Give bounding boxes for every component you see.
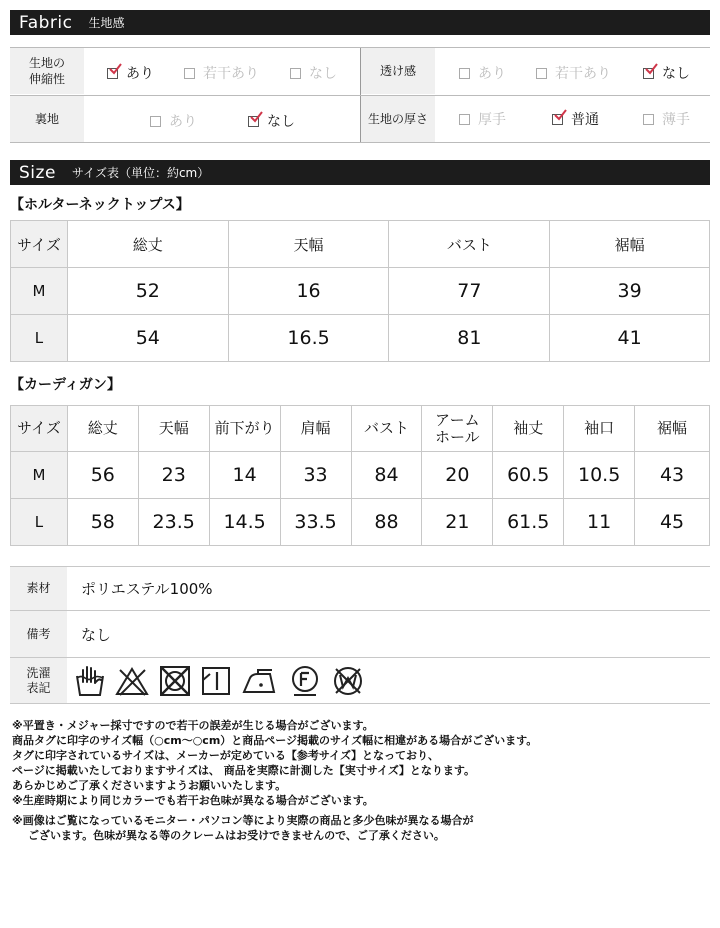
value-cell: 21 [422,499,493,546]
size-title: Size [19,162,56,183]
value-cell: 16 [228,268,389,315]
value-cell: 14 [209,452,280,499]
note-line: ページに掲載いたしておりますサイズは、 商品を実際に計測した【実寸サイズ】となります。 [12,764,475,777]
note-line: タグに印字されているサイズは、メーカーが定めている【参考サイズ】となっており、 [12,749,440,762]
thickness-option-thin: 薄手 [643,109,690,129]
lining-label: 裏地 [10,96,84,142]
value-cell: 41 [550,315,710,362]
value-cell: 39 [550,268,710,315]
material-row [10,567,710,611]
value-cell: 33.5 [280,499,351,546]
iron-low-icon [240,664,280,698]
value-cell: 77 [389,268,550,315]
header-cell: バスト [351,406,422,452]
sheer-option-yes: あり [459,63,506,83]
table-row [11,268,710,315]
value-cell: 33 [280,452,351,499]
check-icon [250,111,263,124]
header-cell: 裾幅 [635,406,710,452]
sheer-label: 透け感 [361,48,435,94]
care-icons-cell [67,658,710,704]
stretch-option-slight: 若干あり [184,63,259,83]
value-cell: 84 [351,452,422,499]
note-line: ※生産時期により同じカラーでも若干お色味が異なる場合がございます。 [12,794,374,807]
value-cell: 54 [67,315,228,362]
header-cell: バスト [389,221,550,268]
size-cell: M [11,268,68,315]
table-row [11,315,710,362]
remarks-value: なし [67,611,710,658]
note-line: ※平置き・メジャー採寸ですので若干の誤差が生じる場合がございます。 [12,719,374,732]
lining-option-yes: あり [150,111,197,131]
note-line: ※画像はご覧になっているモニター・パソコン等により実際の商品と多少色味が異なる場合が [12,814,474,827]
no-wet-clean-icon [330,664,366,698]
dry-clean-f-icon [288,664,322,698]
sheer-option-slight: 若干あり [536,63,611,83]
notes-block [12,718,537,843]
note-line: 商品タグに印字のサイズ幅（○cm～○cm）と商品ページ掲載のサイズ幅に相違がある場合がございます。 [12,734,538,747]
table-row [11,499,710,546]
material-table [10,566,710,704]
value-cell: 58 [67,499,138,546]
value-cell: 20 [422,452,493,499]
stretch-label: 生地の 伸縮性 [10,48,84,94]
table-header-row [11,221,710,268]
check-icon [645,63,658,76]
note-line: あらかじめご了承くださいますようお願いいたします。 [12,779,287,792]
check-icon [554,109,567,122]
size-subtitle: サイズ表（単位：約cm） [71,166,210,180]
value-cell: 52 [67,268,228,315]
thickness-label: 生地の厚さ [361,96,435,142]
care-row [10,658,710,704]
fabric-header-bar [10,10,710,35]
material-label: 素材 [10,567,67,611]
header-cell: 袖口 [564,406,635,452]
header-cell: サイズ [11,221,68,268]
value-cell: 45 [635,499,710,546]
header-cell: 天幅 [228,221,389,268]
value-cell: 10.5 [564,452,635,499]
value-cell: 23 [138,452,209,499]
header-cell: 前下がり [209,406,280,452]
remarks-row [10,611,710,658]
header-cell: 天幅 [138,406,209,452]
cardigan-heading: 【カーディガン】 [10,377,121,393]
hand-wash-icon [74,664,106,698]
value-cell: 61.5 [493,499,564,546]
fabric-subtitle: 生地感 [88,16,125,30]
remarks-label: 備考 [10,611,67,658]
lining-option-no: なし [248,111,295,131]
value-cell: 43 [635,452,710,499]
stretch-option-no: なし [290,63,337,83]
stretch-option-yes: あり [107,63,154,83]
header-cell: 総丈 [67,406,138,452]
value-cell: 11 [564,499,635,546]
no-bleach-icon [114,664,150,698]
size-cell: M [11,452,68,499]
header-cell: 裾幅 [550,221,710,268]
size-header-bar [10,160,710,185]
header-cell: 肩幅 [280,406,351,452]
header-cell: サイズ [11,406,68,452]
value-cell: 56 [67,452,138,499]
header-cell: 袖丈 [493,406,564,452]
value-cell: 81 [389,315,550,362]
thickness-option-normal: 普通 [552,109,599,129]
thickness-option-thick: 厚手 [459,109,506,129]
value-cell: 23.5 [138,499,209,546]
material-value: ポリエステル100% [67,567,710,611]
line-dry-icon [200,664,232,698]
cardigan-size-table [10,405,710,546]
care-label: 洗濯 表記 [10,658,67,704]
value-cell: 88 [351,499,422,546]
table-header-row [11,406,710,452]
fabric-title: Fabric [19,12,73,33]
note-line: ございます。色味が異なる等のクレームはお受けできませんので、ご了承ください。 [28,829,445,842]
size-cell: L [11,499,68,546]
halter-heading: 【ホルターネックトップス】 [10,197,190,213]
header-cell: アーム ホール [422,406,493,452]
size-cell: L [11,315,68,362]
value-cell: 60.5 [493,452,564,499]
no-tumble-dry-icon [158,664,192,698]
check-icon [109,63,122,76]
halter-size-table [10,220,710,362]
sheer-option-no: なし [643,63,690,83]
table-row [11,452,710,499]
fabric-table [10,47,710,143]
value-cell: 14.5 [209,499,280,546]
value-cell: 16.5 [228,315,389,362]
header-cell: 総丈 [67,221,228,268]
